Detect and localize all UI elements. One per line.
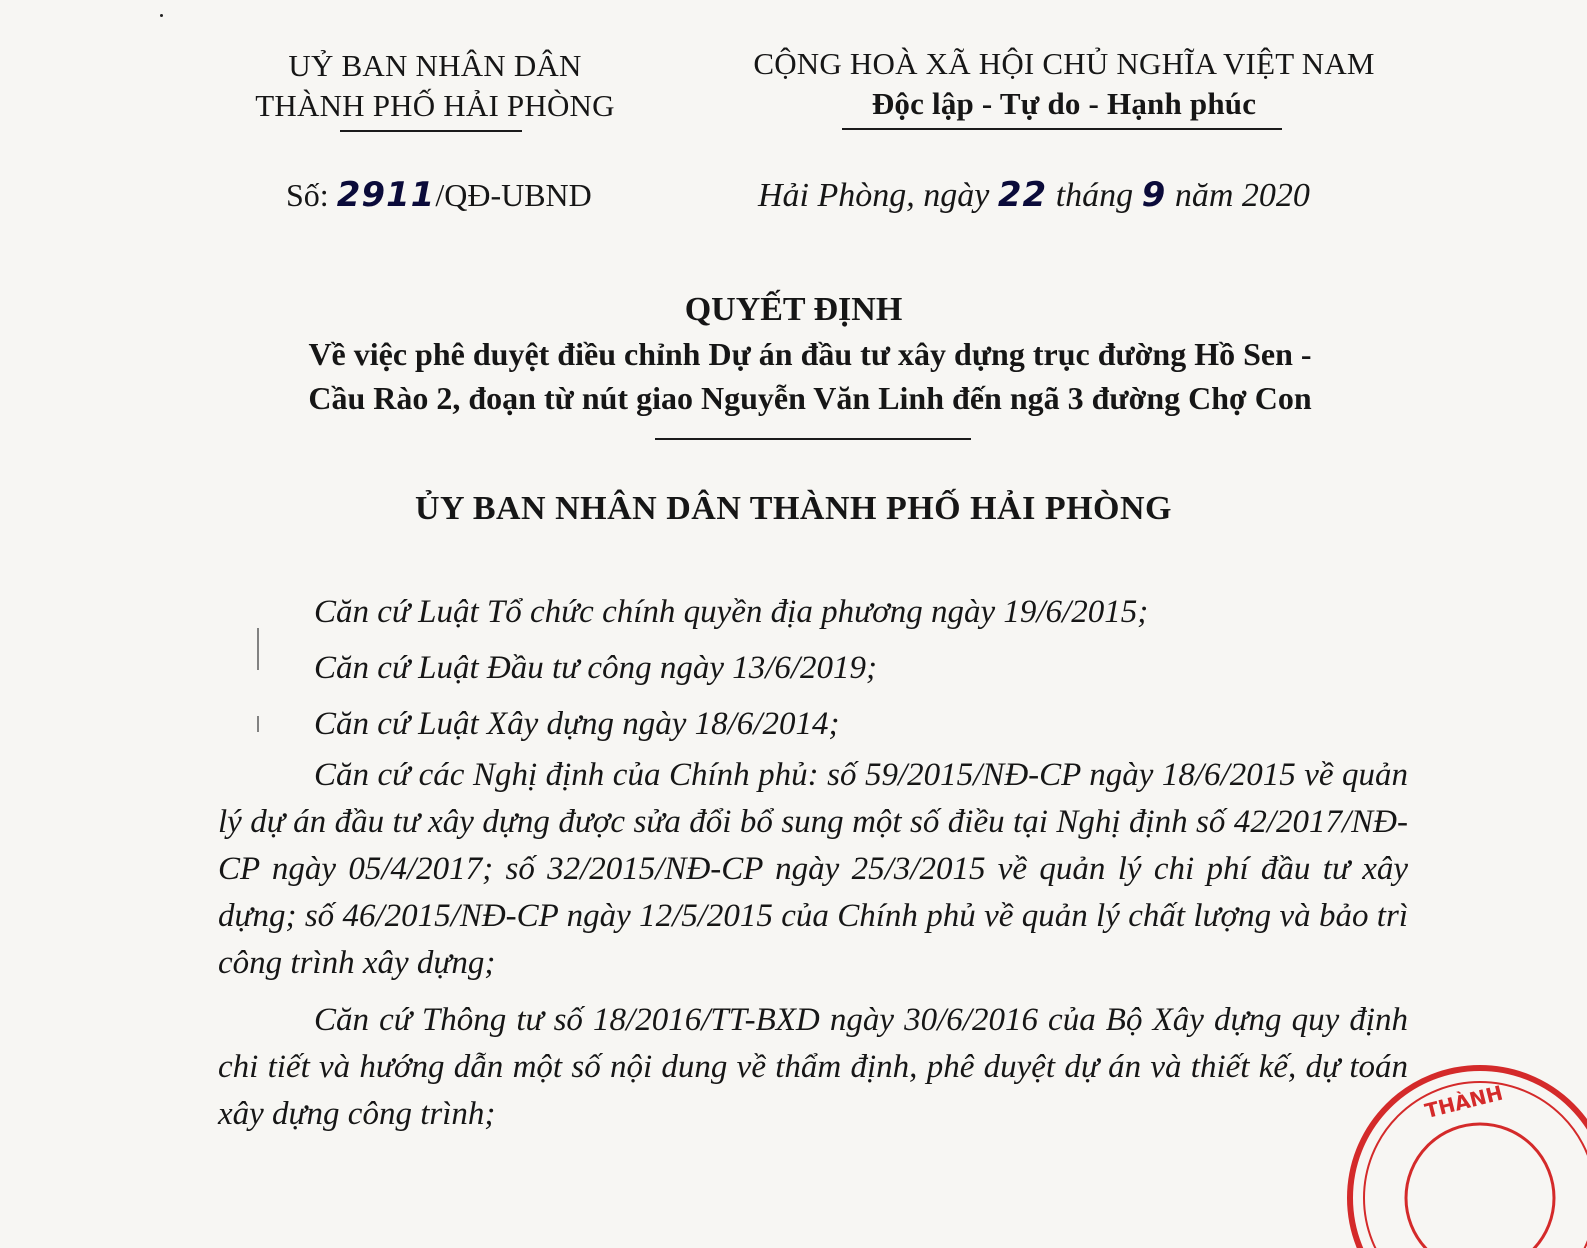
legal-basis-4: Căn cứ các Nghị định của Chính phủ: số 59/2015/NĐ-CP ngày 18/6/2015 về quản lý dự án đầu tư xây dựng được sửa đổi bổ sung một số điều tại Nghị định số 42/2017/NĐ-CP ngày 05/4/2017; số 32/2015/NĐ-CP ngày 25/3/2015 về quản lý chi phí đầu tư xây dựng; số 46/2015/NĐ-CP ngày 12/5/2015 của Chính phủ về quản lý chất lượng và bảo trì công trình xây dựng; bbox=[218, 757, 1408, 981]
red-seal-stamp bbox=[1330, 1048, 1587, 1248]
national-motto: Độc lập - Tự do - Hạnh phúc bbox=[871, 86, 1257, 121]
subject-line-2: Cầu Rào 2, đoạn từ nút giao Nguyễn Văn Linh đến ngã 3 đường Chợ Con bbox=[308, 380, 1312, 416]
date-day-handwritten: 22 bbox=[997, 175, 1048, 215]
decision-title: QUYẾT ĐỊNH bbox=[684, 291, 903, 328]
subject-line-1: Về việc phê duyệt điều chỉnh Dự án đầu tư xây dựng trục đường Hồ Sen - bbox=[308, 336, 1312, 372]
doc-number-suffix: /QĐ-UBND bbox=[435, 177, 592, 213]
issuing-agency-header bbox=[200, 46, 670, 126]
date-prefix: Hải Phòng, ngày bbox=[758, 177, 998, 214]
country-name: CỘNG HOÀ XÃ HỘI CHỦ NGHĨA VIỆT NAM bbox=[753, 46, 1375, 81]
agency-underline bbox=[340, 130, 522, 132]
national-motto-header bbox=[708, 44, 1420, 124]
doc-number-prefix: Số: bbox=[286, 177, 337, 213]
margin-mark bbox=[257, 628, 259, 670]
document-number bbox=[286, 175, 592, 215]
date-month-handwritten: 9 bbox=[1141, 175, 1167, 215]
legal-basis-1: Căn cứ Luật Tổ chức chính quyền địa phương ngày 19/6/2015; bbox=[314, 594, 1149, 630]
date-month-label: tháng bbox=[1047, 177, 1142, 214]
document-date bbox=[758, 175, 1310, 215]
motto-underline bbox=[842, 128, 1282, 130]
legal-bases bbox=[218, 584, 1408, 1148]
legal-basis-5: Căn cứ Thông tư số 18/2016/TT-BXD ngày 30/6/2016 của Bộ Xây dựng quy định chi tiết và hướng dẫn một số nội dung về thẩm định, phê duyệt dự án và thiết kế, dự toán xây dựng công trình; bbox=[218, 1002, 1408, 1132]
date-year-label: năm 2020 bbox=[1166, 177, 1310, 214]
agency-name-line1: UỶ BAN NHÂN DÂN bbox=[288, 48, 582, 83]
legal-basis-3: Căn cứ Luật Xây dựng ngày 18/6/2014; bbox=[314, 706, 840, 742]
doc-number-handwritten: 2911 bbox=[336, 175, 436, 215]
margin-mark bbox=[160, 14, 163, 17]
legal-basis-2: Căn cứ Luật Đầu tư công ngày 13/6/2019; bbox=[314, 650, 878, 686]
seal-text: THÀNH bbox=[1422, 1080, 1506, 1124]
title-underline bbox=[655, 438, 971, 440]
margin-mark bbox=[257, 716, 259, 732]
issuing-authority: ỦY BAN NHÂN DÂN THÀNH PHỐ HẢI PHÒNG bbox=[414, 490, 1173, 527]
agency-name-line2: THÀNH PHỐ HẢI PHÒNG bbox=[255, 88, 615, 123]
decision-subject bbox=[228, 332, 1392, 420]
